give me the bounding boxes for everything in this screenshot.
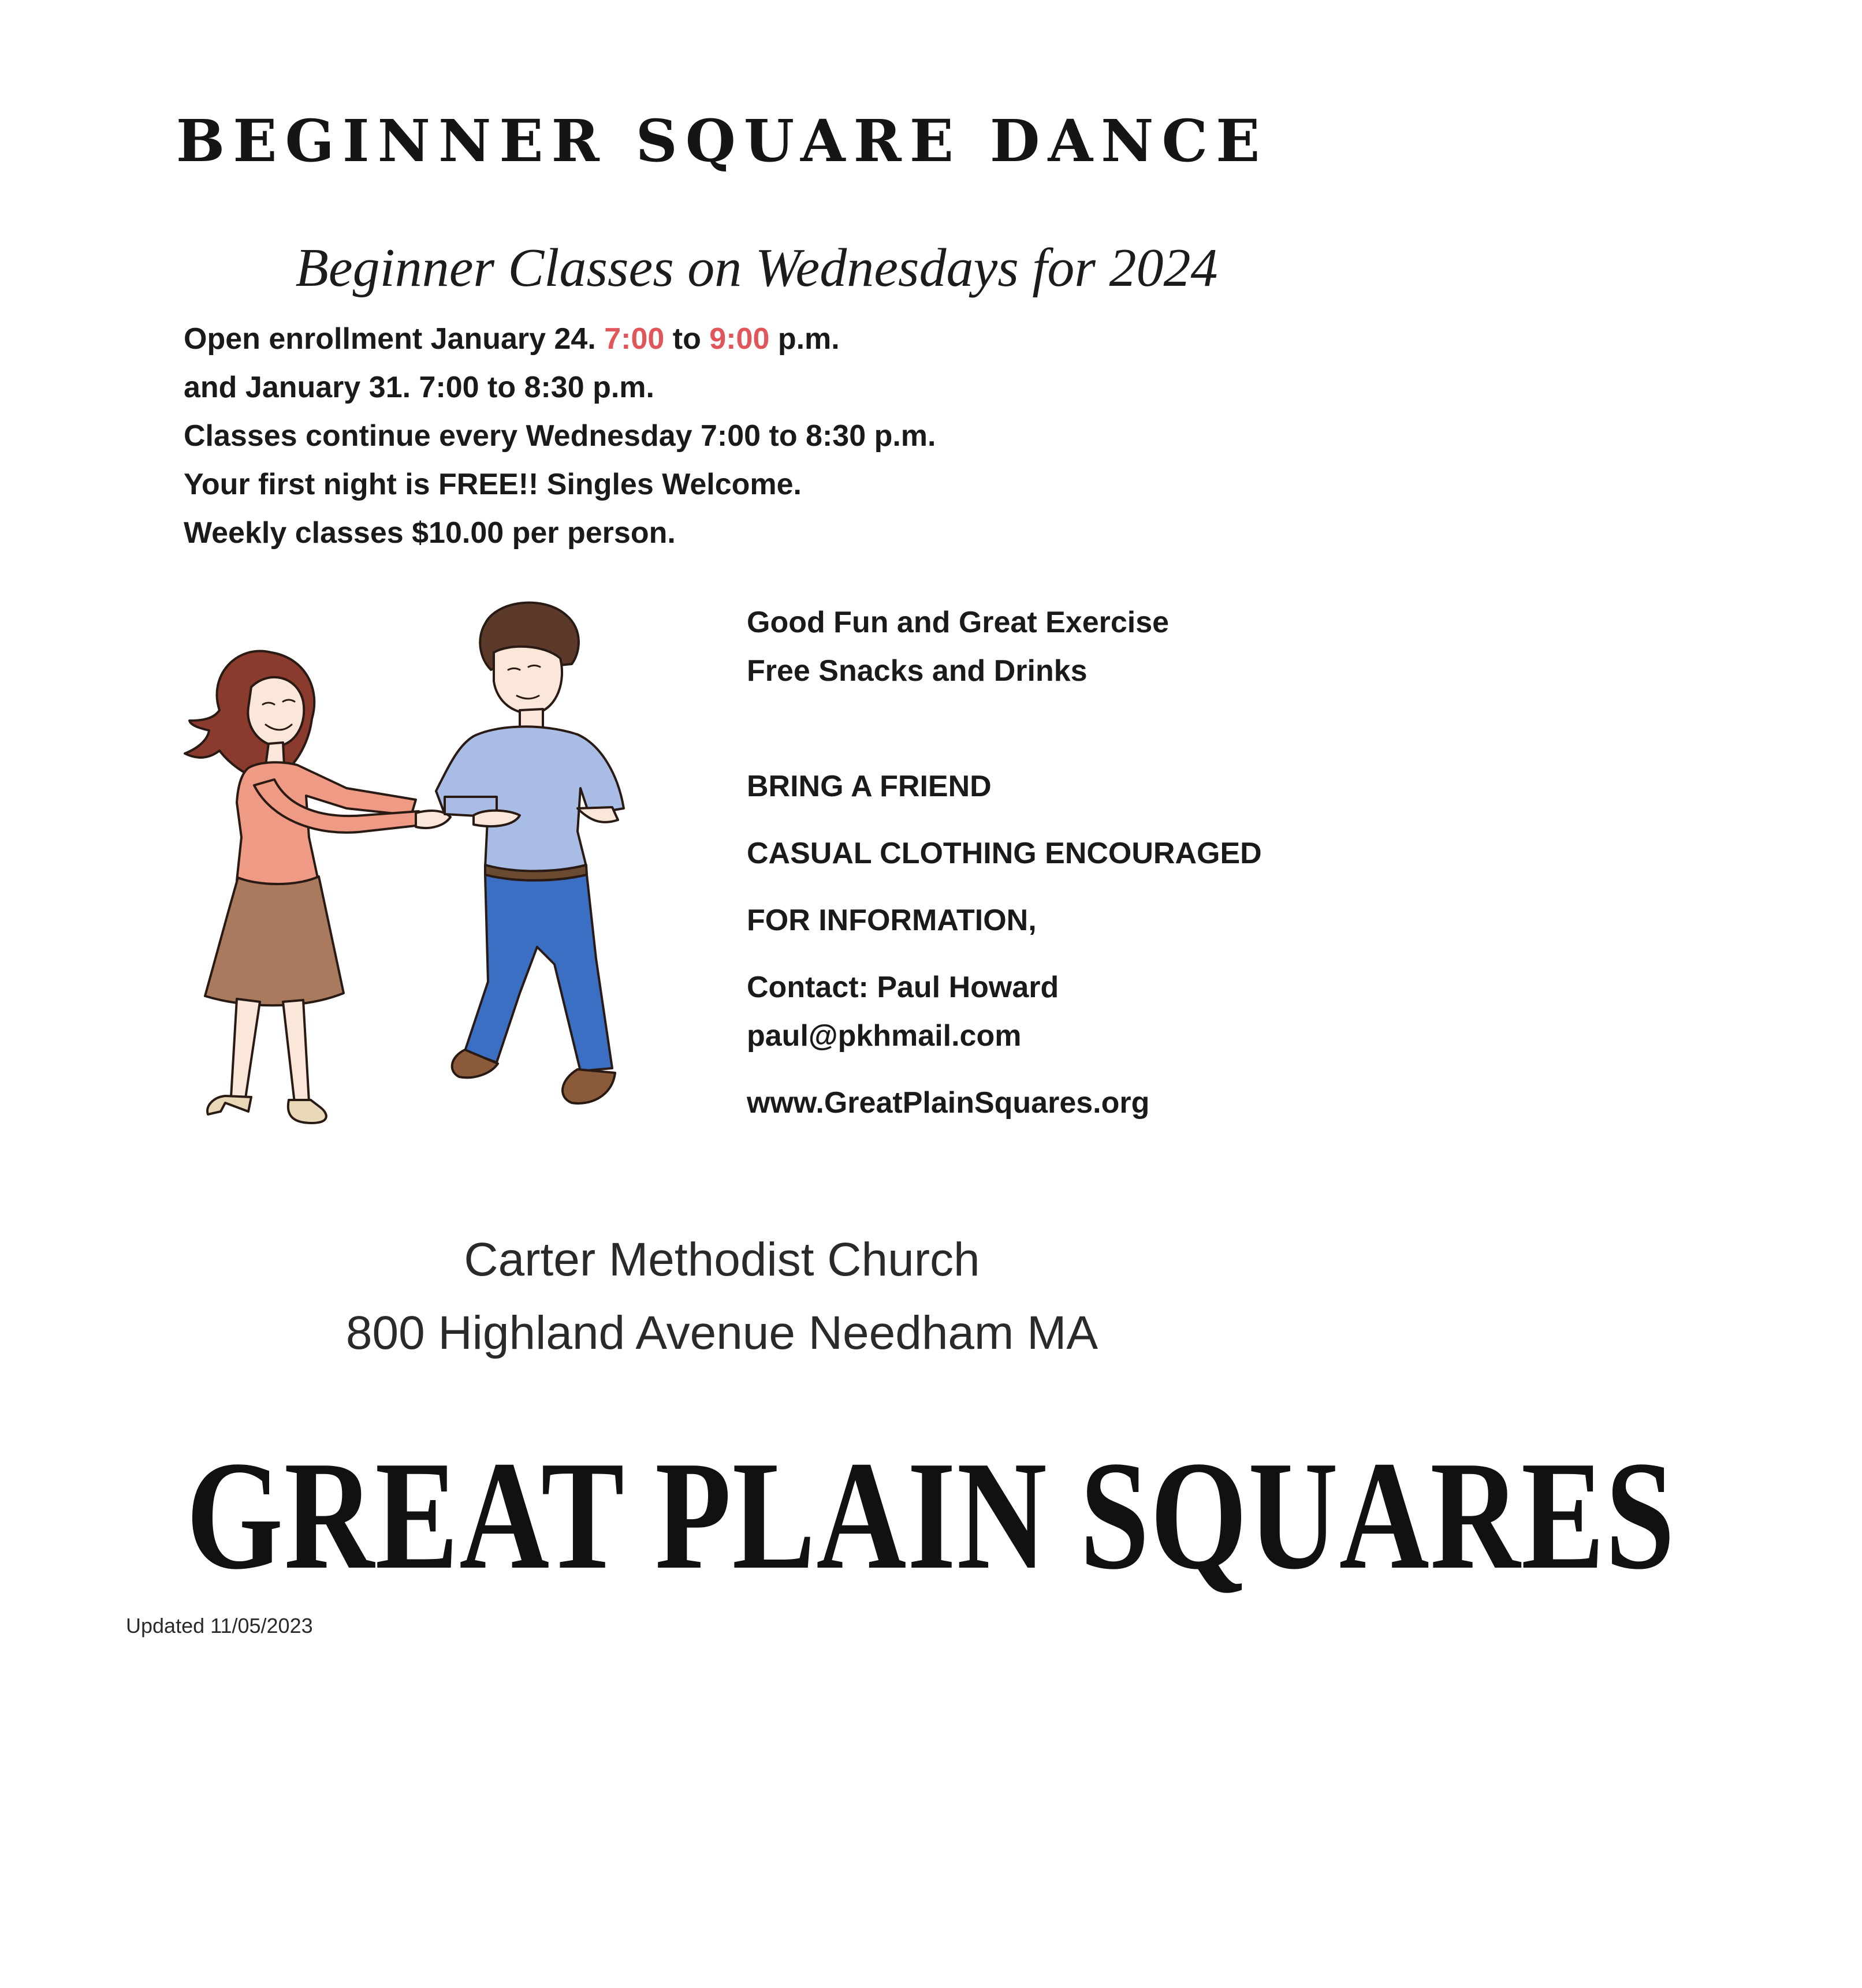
feature-info: FOR INFORMATION, [747,904,1037,937]
schedule-line-free-night: Your first night is FREE!! Singles Welcome. [184,468,802,501]
flyer-subtitle: Beginner Classes on Wednesdays for 2024 [295,238,1218,298]
club-name [0,1426,1676,1605]
time-connector: to [664,322,710,356]
feature-fun: Good Fun and Great Exercise [747,606,1170,639]
schedule-block [184,315,936,557]
start-time: 7:00 [604,322,665,356]
enrollment-text: Open enrollment January 24. [184,322,605,356]
club-name-text: GREAT PLAIN SQUARES [186,1429,1676,1602]
schedule-line-second-date: and January 31. 7:00 to 8:30 p.m. [184,371,654,404]
feature-snacks: Free Snacks and Drinks [747,654,1088,688]
schedule-line-weekly: Classes continue every Wednesday 7:00 to 8:30 p.m. [184,419,936,453]
dancing-couple-illustration [173,589,710,1178]
feature-bring-friend: BRING A FRIEND [747,770,992,803]
schedule-line-enrollment [184,315,936,363]
time-suffix: p.m. [769,322,840,356]
flyer-title: BEGINNER SQUARE DANCE [176,107,1268,175]
schedule-line-price: Weekly classes $10.00 per person. [184,516,676,550]
end-time: 9:00 [709,322,770,356]
venue-name: Carter Methodist Church [464,1233,980,1286]
updated-date: Updated 11/05/2023 [126,1614,313,1638]
feature-clothing: CASUAL CLOTHING ENCOURAGED [747,837,1262,870]
contact-email[interactable]: paul@pkhmail.com [747,1019,1022,1053]
website-link[interactable]: www.GreatPlainSquares.org [747,1086,1150,1120]
venue-address: 800 Highland Avenue Needham MA [345,1307,1098,1359]
contact-name: Contact: Paul Howard [747,971,1059,1004]
